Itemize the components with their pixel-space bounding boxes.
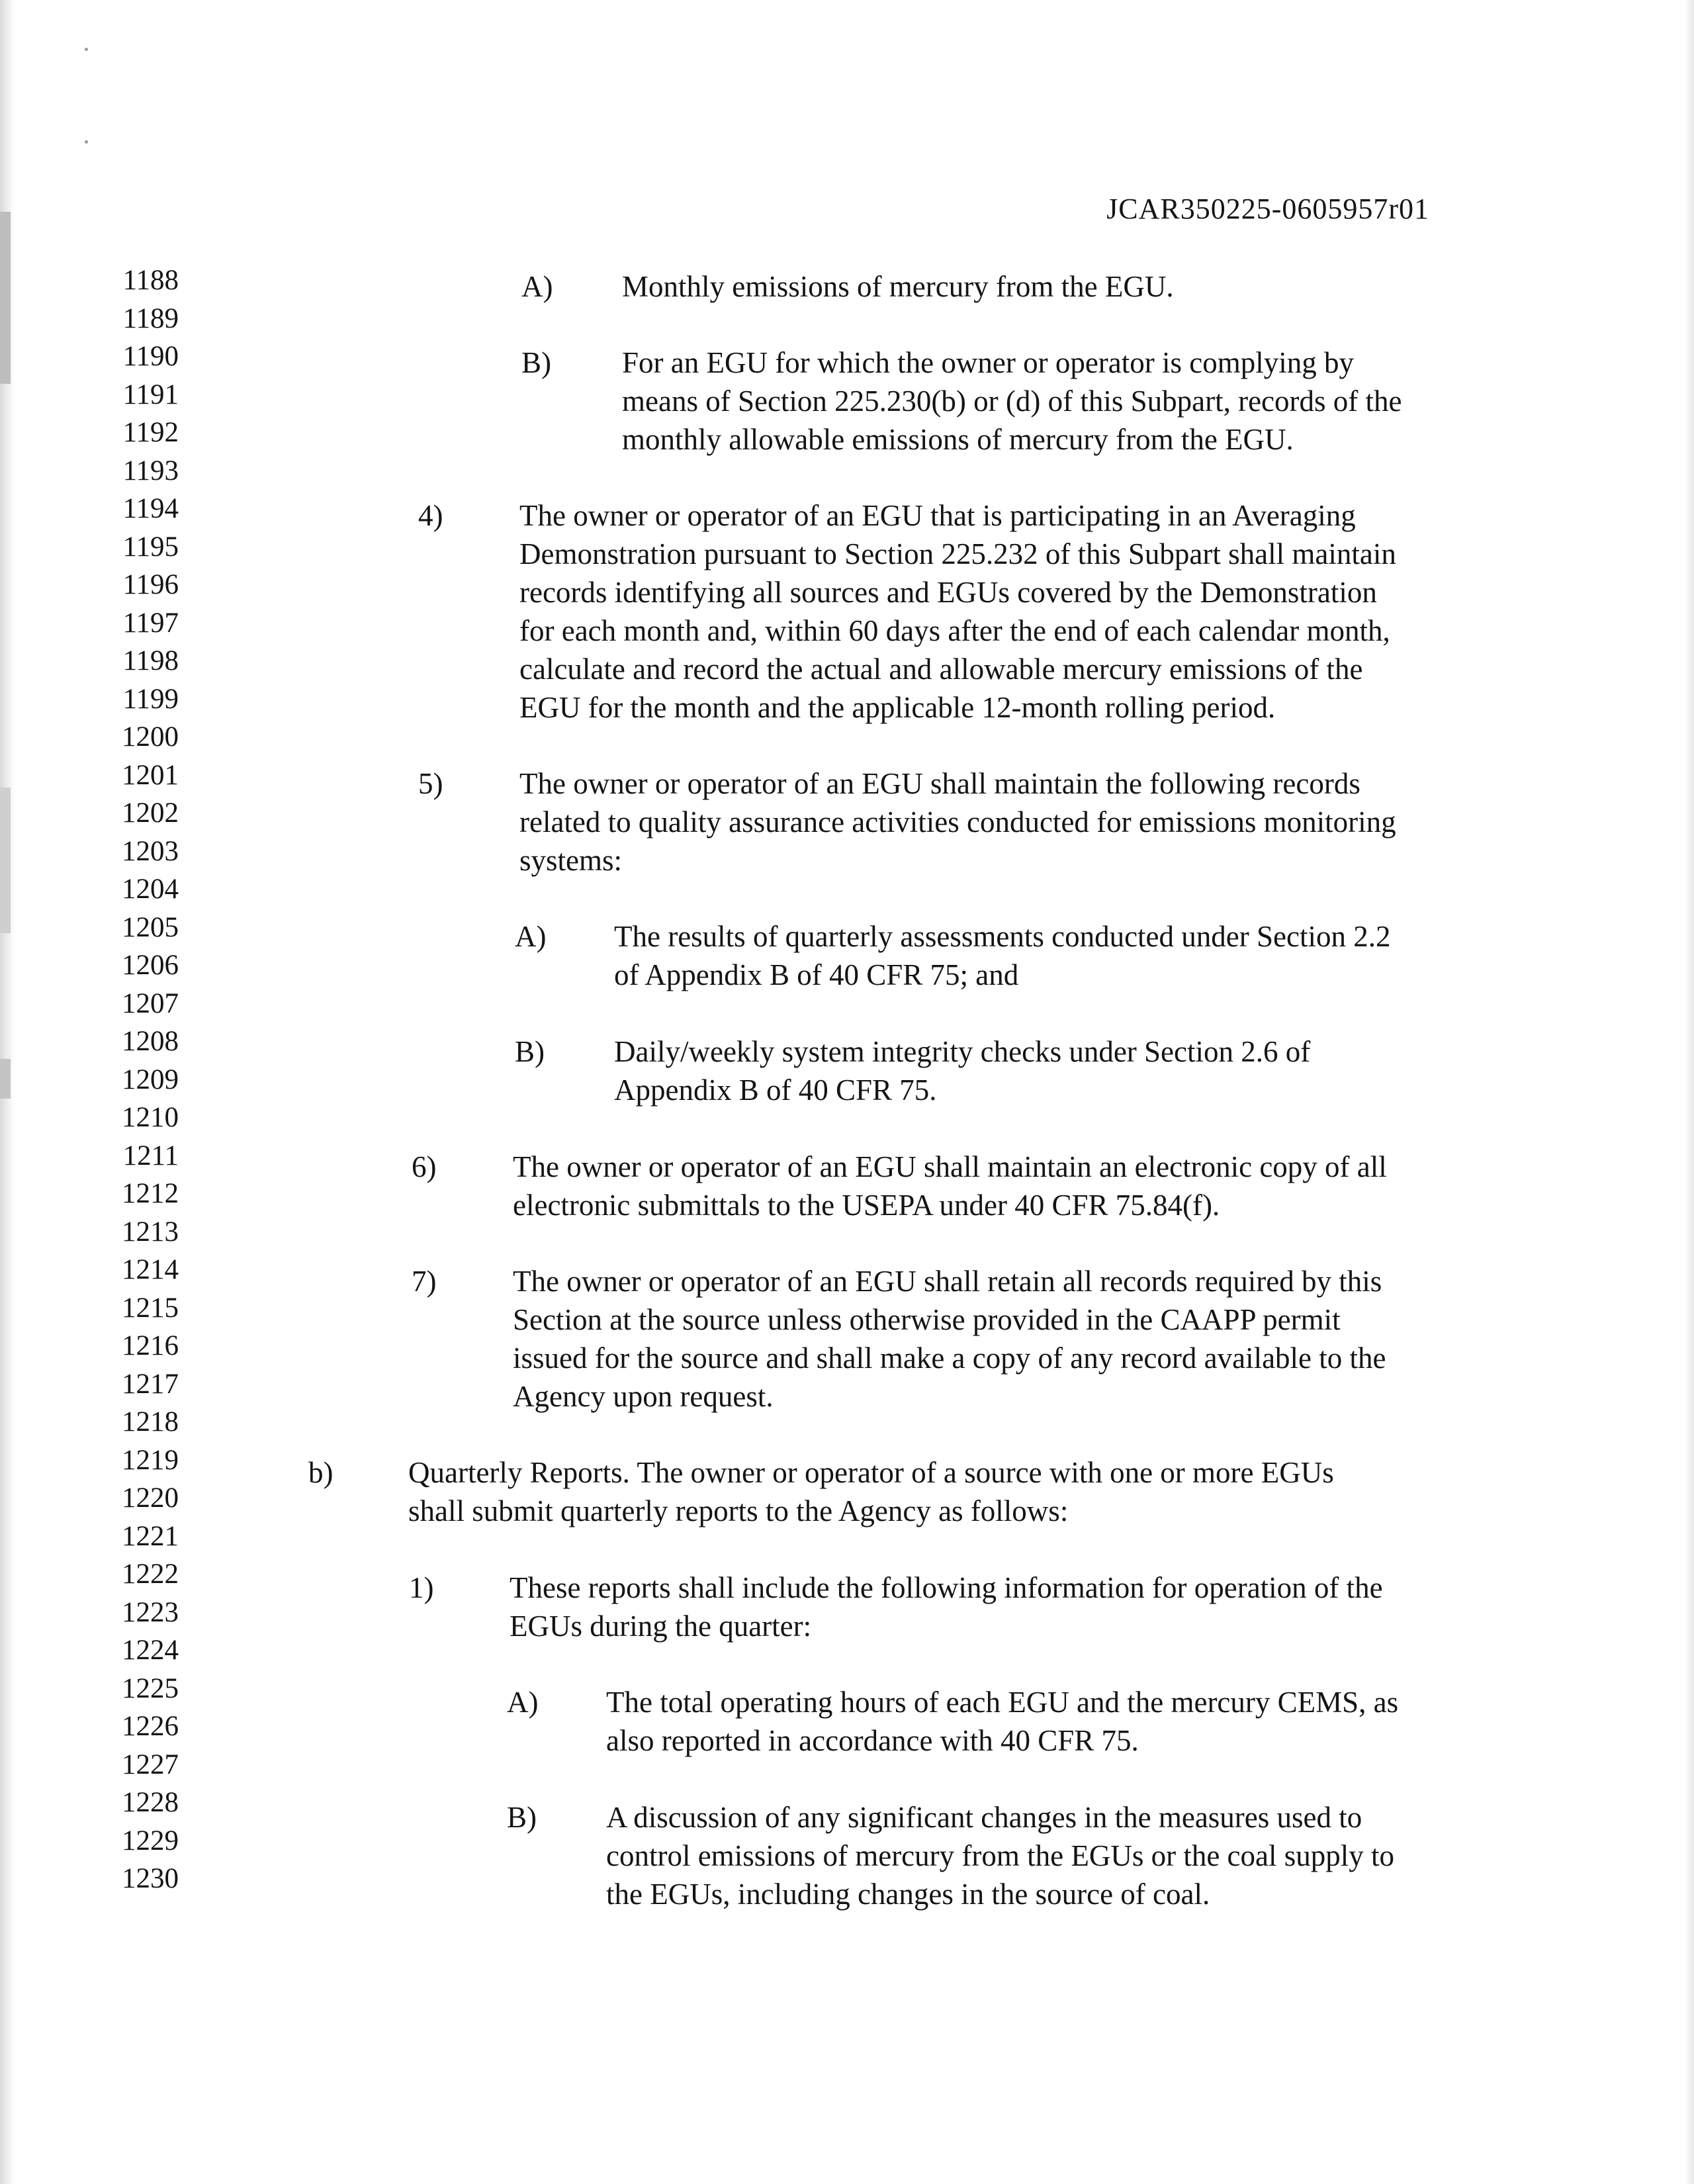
line-number: 1199 [122, 683, 179, 715]
item-label-A: A) [507, 1686, 539, 1719]
item-label-A: A) [515, 920, 547, 953]
item-text-7-retain-records: The owner or operator of an EGU shall retain all records required by this Section at the source unless otherwise provided in the CAAPP permit issued for the source and shall make a copy of any record available to the Agency upon request. [513, 1265, 1386, 1413]
item-label-5: 5) [418, 767, 443, 800]
line-number: 1207 [122, 987, 179, 1019]
line-number: 1208 [122, 1026, 179, 1057]
item-text-5-quality-assurance: The owner or operator of an EGU shall maintain the following records related to quality assurance activities conducted for emissions monitoring systems: [519, 767, 1396, 877]
line-number: 1211 [122, 1140, 179, 1171]
line-number: 1216 [122, 1330, 179, 1361]
line-number: 1200 [122, 721, 179, 752]
item-label-B: B) [515, 1035, 545, 1068]
line-number: 1227 [122, 1749, 179, 1780]
scan-speck [85, 48, 88, 51]
item-text-B-significant-changes: A discussion of any significant changes in the measures used to control emissions of mercury from the EGUs or the coal supply to the EGUs, including changes in the source of coal. [606, 1801, 1395, 1911]
line-number: 1209 [122, 1064, 179, 1095]
line-number: 1213 [122, 1216, 179, 1248]
item-text-6-electronic-copy: The owner or operator of an EGU shall maintain an electronic copy of all electronic submittals to the USEPA under 40 CFR 75.84(f). [513, 1150, 1387, 1222]
line-number: 1202 [122, 797, 179, 829]
scan-artifact [0, 212, 11, 384]
item-label-B: B) [507, 1801, 537, 1834]
scan-edge-right [1685, 0, 1694, 2184]
item-text-B-allowable-emissions: For an EGU for which the owner or operator is complying by means of Section 225.230(b) or (d) of this Subpart, records of the monthly allowable emissions of mercury from the EGU. [622, 346, 1402, 456]
line-number: 1201 [122, 759, 179, 791]
item-text-A-monthly-emissions: Monthly emissions of mercury from the EGU. [622, 270, 1174, 303]
line-number: 1205 [122, 911, 179, 943]
line-number: 1188 [122, 265, 179, 296]
item-label-B: B) [521, 346, 551, 379]
scan-artifact [0, 788, 11, 933]
line-number: 1191 [122, 379, 179, 410]
line-number: 1229 [122, 1825, 179, 1856]
document-id-header: JCAR350225-0605957r01 [1106, 193, 1429, 225]
line-number: 1196 [122, 569, 179, 600]
line-number: 1195 [122, 531, 179, 563]
line-number: 1218 [122, 1406, 179, 1437]
line-number: 1203 [122, 835, 179, 867]
line-number: 1214 [122, 1254, 179, 1285]
line-number: 1190 [122, 341, 179, 372]
item-label-b: b) [308, 1456, 334, 1489]
item-text-B-integrity-checks: Daily/weekly system integrity checks under Section 2.6 of Appendix B of 40 CFR 75. [614, 1035, 1311, 1107]
item-label-1: 1) [409, 1571, 434, 1604]
line-number: 1223 [122, 1596, 179, 1628]
scan-artifact [0, 1059, 11, 1099]
line-number: 1226 [122, 1711, 179, 1742]
line-number: 1212 [122, 1178, 179, 1209]
line-number: 1217 [122, 1368, 179, 1400]
line-number: 1230 [122, 1863, 179, 1894]
line-number: 1228 [122, 1787, 179, 1818]
line-number: 1198 [122, 645, 179, 676]
item-label-7: 7) [412, 1265, 437, 1298]
line-number: 1222 [122, 1559, 179, 1590]
scan-speck [85, 140, 88, 144]
line-number: 1224 [122, 1635, 179, 1666]
line-number: 1192 [122, 417, 179, 448]
line-number: 1204 [122, 874, 179, 905]
line-number: 1221 [122, 1520, 179, 1552]
line-number-column [79, 261, 179, 1898]
line-number: 1210 [122, 1102, 179, 1133]
line-number: 1197 [122, 607, 179, 639]
item-label-A: A) [521, 270, 553, 303]
line-number: 1189 [122, 302, 179, 334]
line-number: 1215 [122, 1292, 179, 1324]
item-text-A-operating-hours: The total operating hours of each EGU and the mercury CEMS, as also reported in accordance with 40 CFR 75. [606, 1686, 1399, 1757]
line-number: 1220 [122, 1482, 179, 1514]
item-text-4-averaging-demonstration: The owner or operator of an EGU that is participating in an Averaging Demonstration pursuant to Section 225.232 of this Subpart shall maintain records identifying all sources and EGUs covered by the Demonstration for each month and, within 60 days after the end of each calendar month, calculate and record the actual and allowable mercury emissions of the EGU for the month and the applicable 12-month rolling period. [519, 499, 1396, 724]
line-number: 1193 [122, 455, 179, 486]
item-label-4: 4) [418, 499, 443, 532]
item-text-1-report-contents: These reports shall include the following information for operation of the EGUs during the quarter: [510, 1571, 1383, 1643]
item-label-6: 6) [412, 1150, 437, 1183]
line-number: 1225 [122, 1672, 179, 1704]
line-number: 1219 [122, 1444, 179, 1476]
item-text-b-quarterly-reports: Quarterly Reports. The owner or operator of a source with one or more EGUs shall submit quarterly reports to the Agency as follows: [408, 1456, 1334, 1527]
line-number: 1194 [122, 493, 179, 524]
item-text-A-quarterly-assessments: The results of quarterly assessments conducted under Section 2.2 of Appendix B of 40 CFR 75; and [614, 920, 1391, 991]
line-number: 1206 [122, 950, 179, 981]
